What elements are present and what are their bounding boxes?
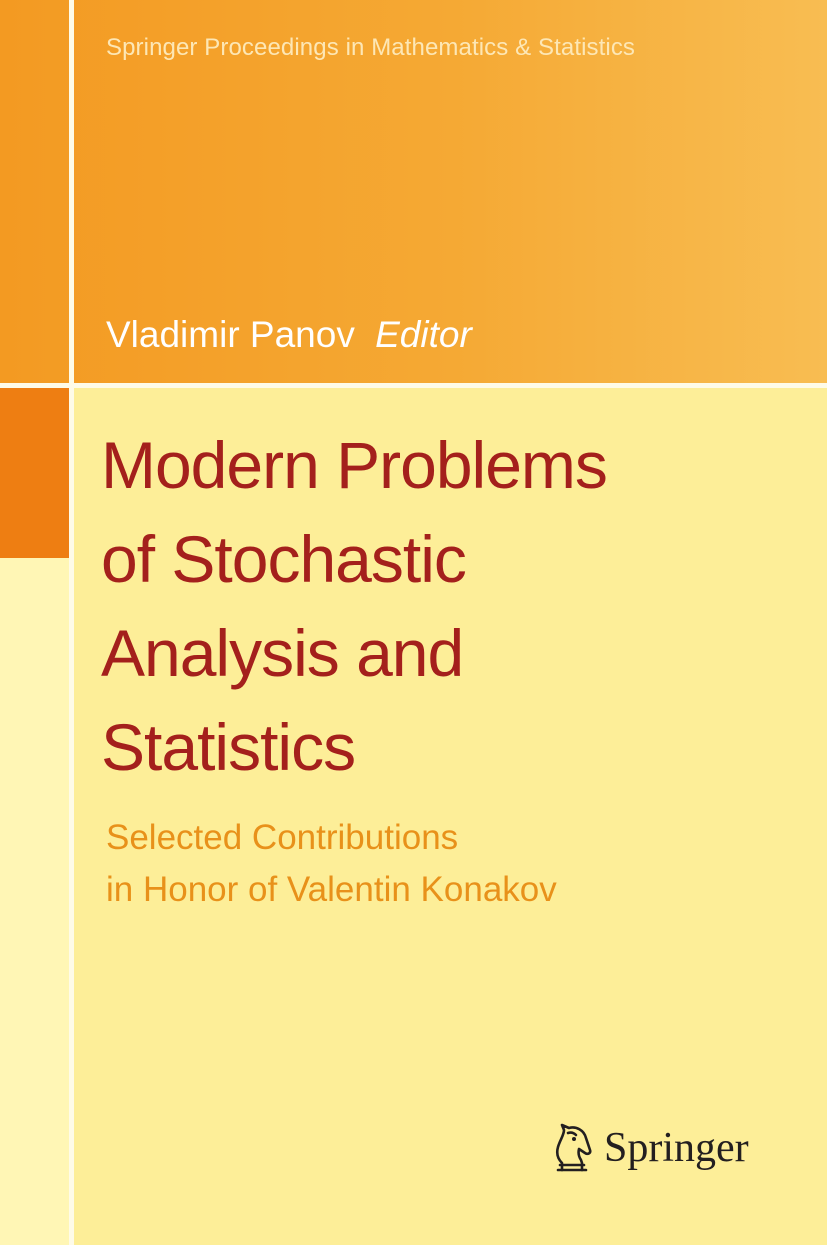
title-line: Statistics <box>101 710 356 784</box>
editor-name: Vladimir Panov <box>106 314 355 355</box>
chess-knight-icon <box>548 1120 596 1176</box>
series-title: Springer Proceedings in Mathematics & Statistics <box>106 34 636 61</box>
cover-left-strip <box>0 558 69 1245</box>
vertical-divider <box>69 0 74 1245</box>
book-title <box>101 418 801 794</box>
horizontal-divider <box>0 383 827 388</box>
editor-line <box>106 314 472 356</box>
title-line: of Stochastic <box>101 522 466 596</box>
book-subtitle <box>106 812 557 916</box>
subtitle-line: Selected Contributions <box>106 818 459 857</box>
publisher-name: Springer <box>604 1125 749 1171</box>
title-line: Modern Problems <box>101 428 607 502</box>
cover-accent-block <box>0 388 69 558</box>
editor-role: Editor <box>375 314 472 355</box>
subtitle-line: in Honor of Valentin Konakov <box>106 870 557 909</box>
publisher-logo <box>548 1118 749 1178</box>
title-line: Analysis and <box>101 616 464 690</box>
